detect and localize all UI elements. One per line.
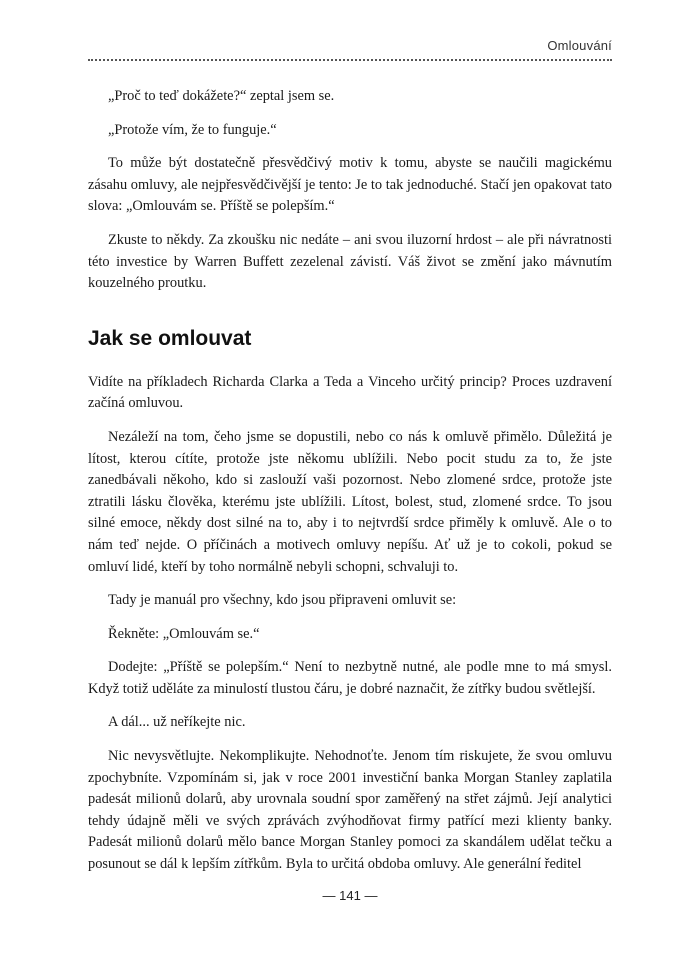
paragraph: A dál... už neříkejte nic. — [108, 714, 246, 731]
paragraph: Řekněte: „Omlouvám se.“ — [108, 625, 260, 642]
paragraph: Vidíte na příkladech Richarda Clarka a Teda a Vinceho určitý princip? Proces uzdravení začíná omluvou. — [88, 373, 612, 412]
paragraph: Zkuste to někdy. Za zkoušku nic nedáte – ani svou iluzorní hrdost – ale při návratnosti této investice by Warren Buffett zezelenal závistí. Váš život se změní jako mávnutím kouzelného proutku. — [88, 231, 612, 292]
paragraph: „Protože vím, že to funguje.“ — [108, 121, 277, 138]
page-body — [88, 86, 612, 888]
paragraph: Nic nevysvětlujte. Nekomplikujte. Nehodnoťte. Jenom tím riskujete, že svou omluvu zpochybníte. Vzpomínám si, jak v roce 2001 investiční banka Morgan Stanley zaplatila padesát milionů dolarů, aby urovnala soudní spor zaměřený na střet zájmů. Její analytici tehdy údajně měli ve svých zprávách zvýhodňovat firmy patřící mezi klienty banky. Padesát milionů dolarů mělo bance Morgan Stanley pomoci za skandálem udělat tečku a posunout se dál k lepším zítřkům. Byla to určitá obdoba omluvy. Ale generální ředitel — [88, 748, 612, 873]
header-dotted-rule — [88, 59, 612, 61]
paragraph: To může být dostatečně přesvědčivý motiv k tomu, abyste se naučili magickému zásahu omluvy, ale nejpřesvědčivější je tento: Je to tak jednoduché. Stačí jen opakovat tato slova: „Omlouvám se. Příště se polepším.“ — [88, 155, 612, 215]
paragraph: Tady je manuál pro všechny, kdo jsou připraveni omluvit se: — [108, 592, 457, 609]
paragraph: „Proč to teď dokážete?“ zeptal jsem se. — [108, 88, 335, 104]
paragraph: Dodejte: „Příště se polepším.“ Není to nezbytně nutné, ale podle mne to má smysl. Když totiž uděláte za minulostí tlustou čáru, je dobré naznačit, že zítřky budou světlejší. — [88, 659, 612, 697]
page-number: — 141 — — [322, 888, 378, 903]
section-heading: Jak se omlouvat — [88, 326, 252, 350]
paragraph: Nezáleží na tom, čeho jsme se dopustili, nebo co nás k omluvě přimělo. Důležitá je lítost, kterou cítíte, protože jste někomu ublížili. Nebo pocit studu za to, že jste zanedbávali někoho, kdo si zaslouží vaši pozornost. Nebo zlomené srdce, protože jste ztratili lásku člověka, kterému jste ublížili. Lítost, bolest, stud, zlomené srdce. To jsou silné emoce, někdy dost silné na to, aby i to nejtvrdší srdce přiměly k omluvě. Ale o to nám teď nejde. O příčinách a motivech omluvy nepíšu. Ať už je to cokoli, pokud se omluví lidé, kteří by toho normálně nebyli schopni, schvaluji to. — [88, 428, 612, 575]
running-header: Omlouvání — [547, 38, 612, 53]
